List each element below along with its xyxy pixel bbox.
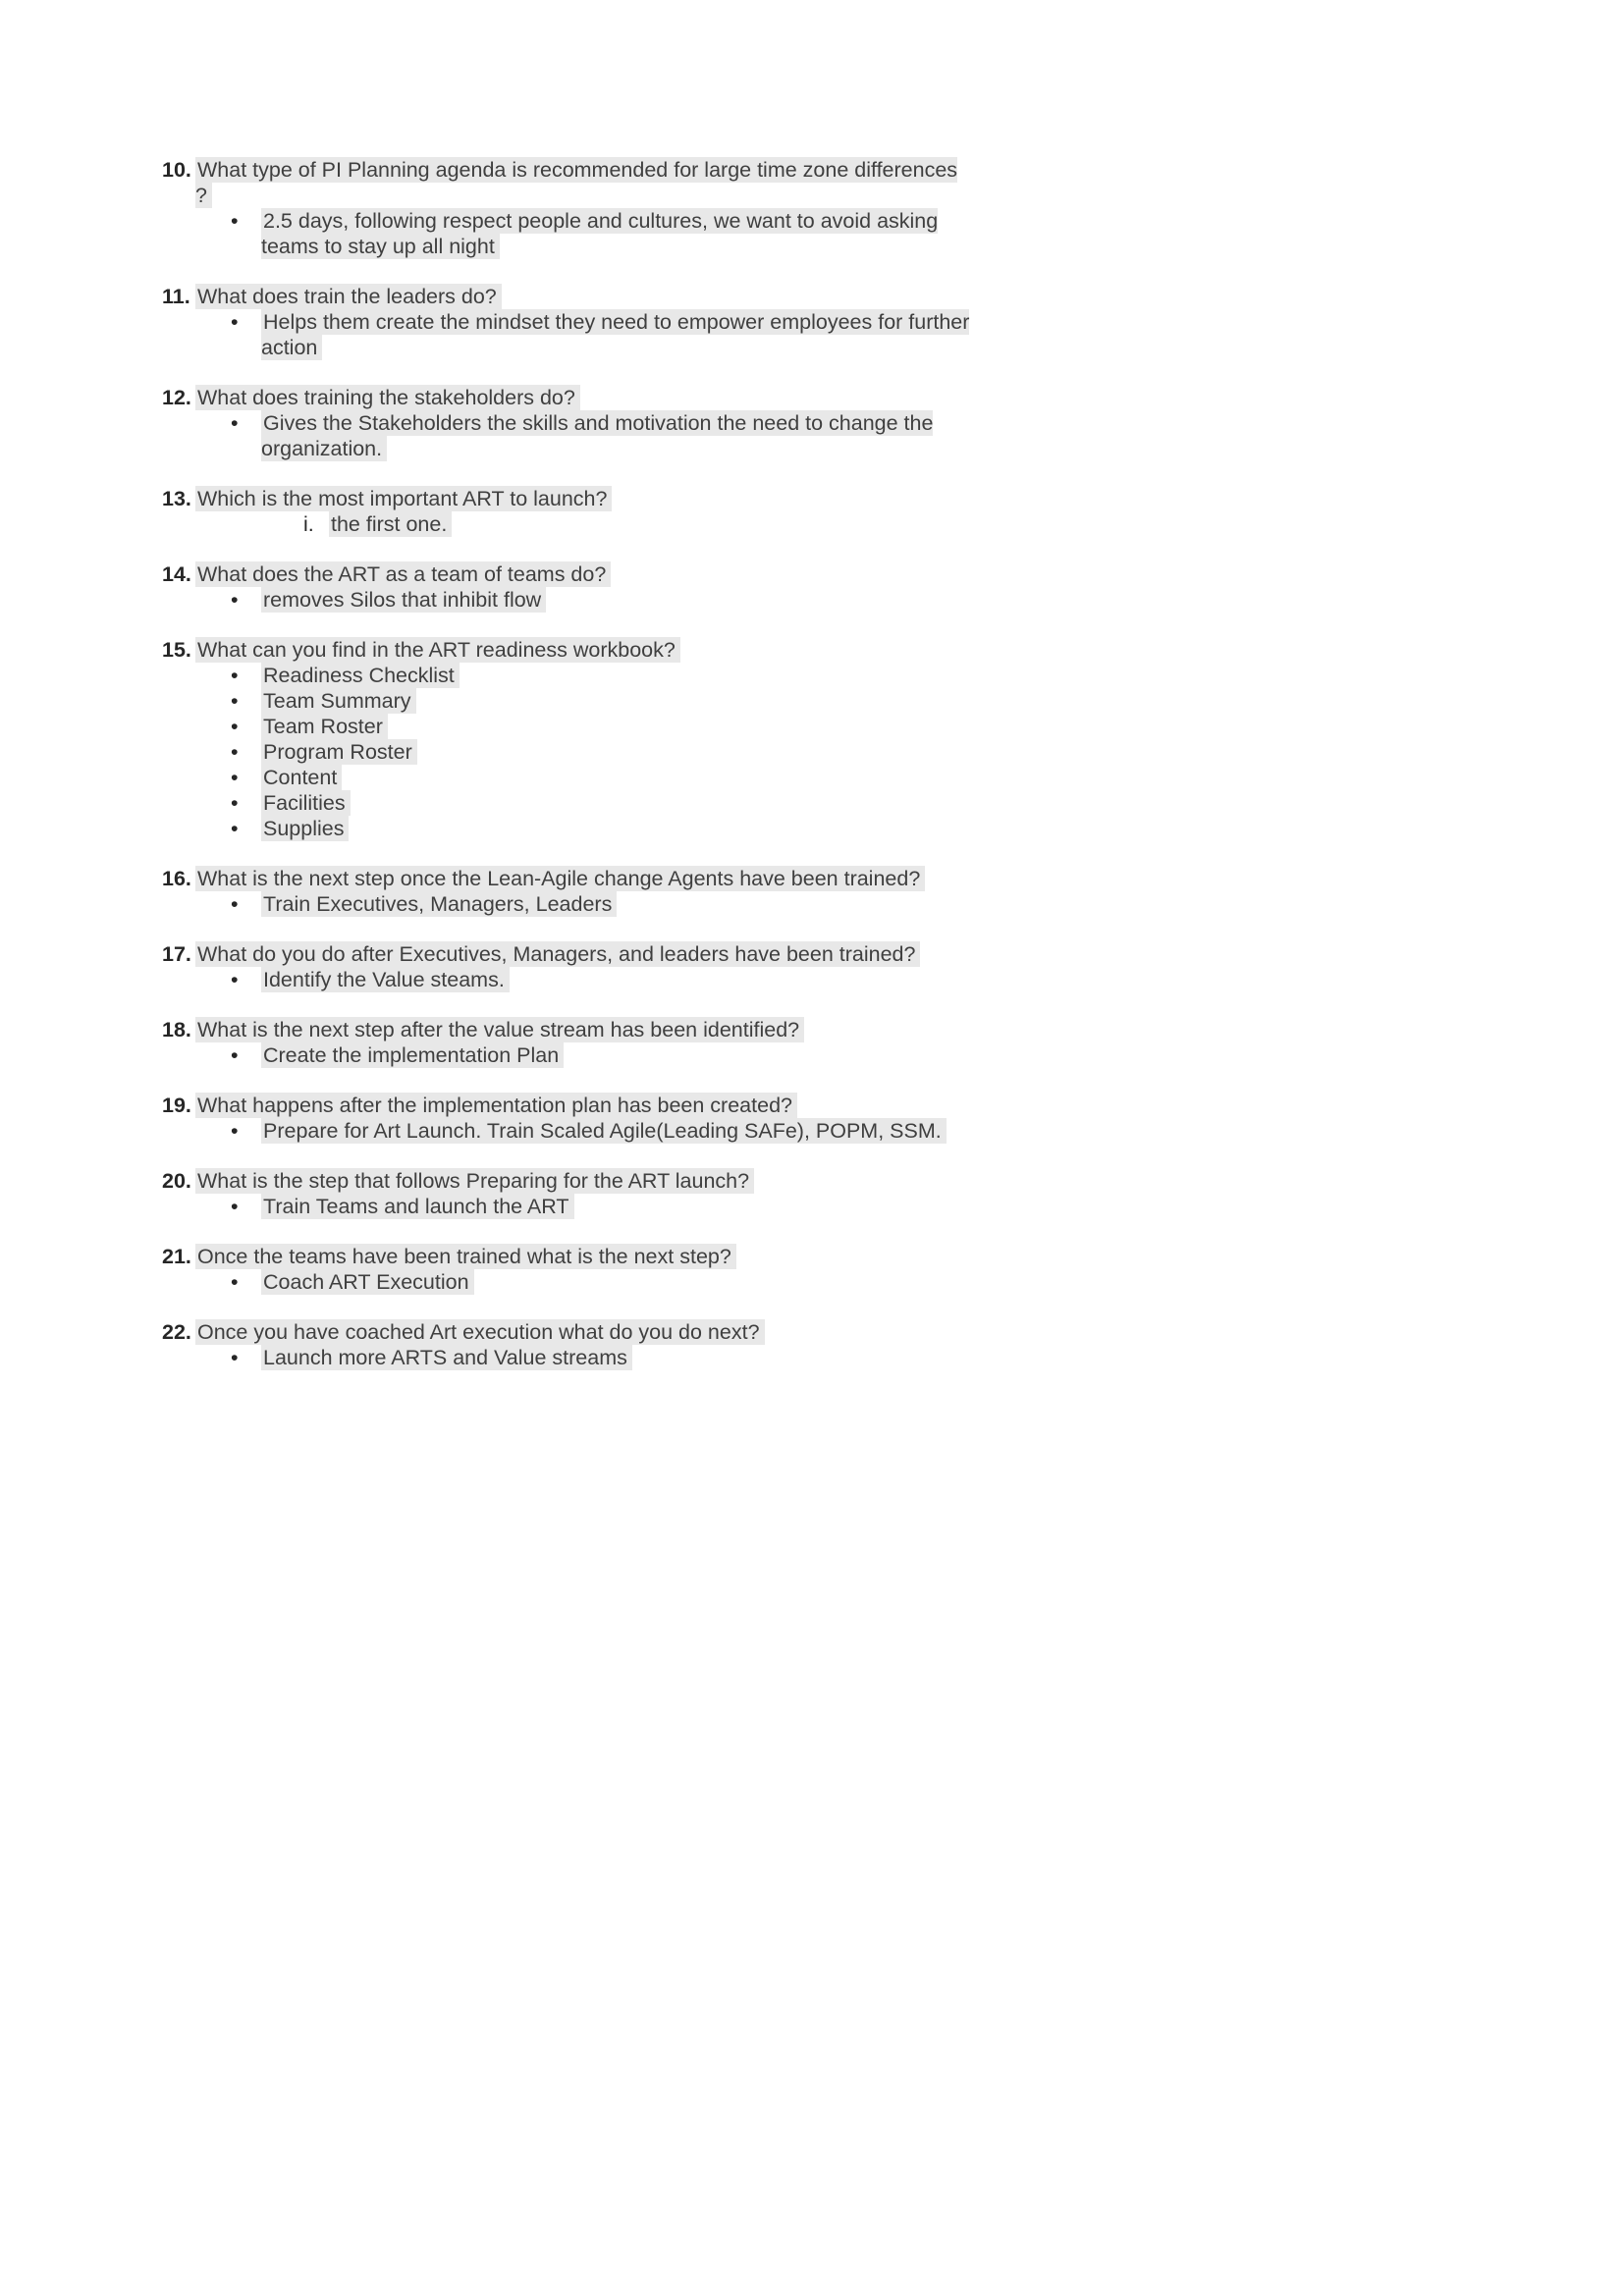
- question-number: 11.: [162, 285, 190, 308]
- bullet-marker: •: [231, 1346, 239, 1369]
- question-list: [162, 157, 977, 1370]
- answer-text: Train Executives, Managers, Leaders: [261, 891, 617, 917]
- bullet-marker: •: [231, 1043, 239, 1067]
- answer-text: Train Teams and launch the ART: [261, 1194, 574, 1219]
- question-line: [162, 486, 977, 511]
- question-item: [162, 1244, 977, 1295]
- answer-list: [162, 891, 977, 917]
- question-line: [162, 941, 977, 967]
- question-line: [162, 866, 977, 891]
- question-number: 14.: [162, 562, 191, 586]
- question-number: 19.: [162, 1094, 191, 1117]
- question-text: What is the next step once the Lean-Agile change Agents have been trained?: [195, 866, 925, 891]
- answer-list: [162, 208, 977, 259]
- bullet-marker: •: [231, 588, 239, 612]
- answer-list: [162, 1118, 977, 1144]
- question-item: [162, 284, 977, 360]
- question-line: [162, 1093, 977, 1118]
- question-line: [162, 561, 977, 587]
- question-number: 21.: [162, 1245, 191, 1268]
- question-text: What is the next step after the value stream has been identified?: [195, 1017, 804, 1042]
- bullet-marker: •: [231, 715, 239, 738]
- bullet-marker: •: [231, 968, 239, 991]
- answer-item: [162, 1194, 977, 1219]
- bullet-marker: •: [231, 1119, 239, 1143]
- question-number: 13.: [162, 487, 191, 510]
- question-number: 20.: [162, 1169, 191, 1193]
- answer-list: [162, 410, 977, 461]
- answer-text: Prepare for Art Launch. Train Scaled Agile(Leading SAFe), POPM, SSM.: [261, 1118, 947, 1144]
- answer-item: [162, 688, 977, 714]
- question-line: [162, 1168, 977, 1194]
- bullet-marker: •: [231, 817, 239, 840]
- question-text: What do you do after Executives, Managers, and leaders have been trained?: [195, 941, 920, 967]
- answer-text: removes Silos that inhibit flow: [261, 587, 546, 613]
- question-number: 12.: [162, 386, 191, 409]
- question-number: 15.: [162, 638, 191, 662]
- question-item: [162, 1017, 977, 1068]
- bullet-marker: •: [231, 791, 239, 815]
- bullet-marker: •: [231, 209, 239, 233]
- bullet-marker: •: [231, 766, 239, 789]
- answer-text: Helps them create the mindset they need to empower employees for further action: [261, 310, 970, 359]
- question-text: What can you find in the ART readiness workbook?: [195, 637, 680, 663]
- answer-list: [162, 663, 977, 841]
- answer-text: Content: [261, 765, 342, 790]
- question-item: [162, 561, 977, 613]
- answer-item: [162, 816, 977, 841]
- document-content: [162, 157, 977, 1395]
- question-text: What type of PI Planning agenda is recommended for large time zone differences ?: [195, 158, 958, 207]
- answer-text: Gives the Stakeholders the skills and motivation the need to change the organization.: [261, 411, 934, 460]
- bullet-marker: •: [231, 1195, 239, 1218]
- question-text: What does training the stakeholders do?: [195, 385, 580, 410]
- question-number: 17.: [162, 942, 191, 966]
- answer-text: 2.5 days, following respect people and cultures, we want to avoid asking teams to stay up all night: [261, 209, 939, 258]
- bullet-marker: •: [231, 892, 239, 916]
- question-line: [162, 1319, 977, 1345]
- answer-item: [162, 1042, 977, 1068]
- answer-item: [162, 309, 977, 360]
- answer-text: Identify the Value steams.: [261, 967, 510, 992]
- bullet-marker: •: [231, 664, 239, 687]
- question-item: [162, 637, 977, 841]
- bullet-marker: •: [231, 689, 239, 713]
- answer-text: Facilities: [261, 790, 351, 816]
- question-line: [162, 385, 977, 410]
- question-line: [162, 637, 977, 663]
- answer-text: Team Summary: [261, 688, 416, 714]
- answer-item: [162, 587, 977, 613]
- question-text: What is the step that follows Preparing for the ART launch?: [195, 1168, 754, 1194]
- question-text: Once you have coached Art execution what do you do next?: [195, 1319, 765, 1345]
- question-line: [162, 1244, 977, 1269]
- question-number: 22.: [162, 1320, 191, 1344]
- question-line: [162, 157, 977, 208]
- bullet-marker: •: [231, 1270, 239, 1294]
- question-item: [162, 385, 977, 461]
- answer-item: [162, 410, 977, 461]
- answer-item: [162, 790, 977, 816]
- question-item: [162, 866, 977, 917]
- question-number: 16.: [162, 867, 191, 890]
- answer-text: Team Roster: [261, 714, 388, 739]
- bullet-marker: i.: [303, 512, 314, 536]
- answer-item: [162, 714, 977, 739]
- question-text: Which is the most important ART to launch?: [195, 486, 612, 511]
- answer-list: [162, 511, 977, 537]
- bullet-marker: •: [231, 310, 239, 334]
- answer-text: Program Roster: [261, 739, 417, 765]
- answer-item: [162, 891, 977, 917]
- answer-item: [162, 765, 977, 790]
- answer-text: Readiness Checklist: [261, 663, 460, 688]
- question-line: [162, 1017, 977, 1042]
- answer-item: [162, 1118, 977, 1144]
- answer-list: [162, 587, 977, 613]
- question-number: 10.: [162, 158, 191, 182]
- answer-list: [162, 1269, 977, 1295]
- answer-text: the first one.: [329, 511, 452, 537]
- question-text: What does train the leaders do?: [195, 284, 502, 309]
- answer-item: [162, 967, 977, 992]
- question-item: [162, 1319, 977, 1370]
- bullet-marker: •: [231, 411, 239, 435]
- question-item: [162, 1093, 977, 1144]
- answer-item: [162, 511, 977, 537]
- answer-list: [162, 1042, 977, 1068]
- answer-text: Supplies: [261, 816, 349, 841]
- bullet-marker: •: [231, 740, 239, 764]
- answer-text: Launch more ARTS and Value streams: [261, 1345, 632, 1370]
- question-number: 18.: [162, 1018, 191, 1041]
- answer-text: Create the implementation Plan: [261, 1042, 564, 1068]
- question-text: What happens after the implementation plan has been created?: [195, 1093, 797, 1118]
- question-item: [162, 486, 977, 537]
- answer-list: [162, 967, 977, 992]
- answer-item: [162, 1269, 977, 1295]
- answer-item: [162, 739, 977, 765]
- answer-item: [162, 1345, 977, 1370]
- answer-item: [162, 208, 977, 259]
- question-text: Once the teams have been trained what is the next step?: [195, 1244, 736, 1269]
- answer-item: [162, 663, 977, 688]
- answer-list: [162, 1194, 977, 1219]
- question-line: [162, 284, 977, 309]
- question-text: What does the ART as a team of teams do?: [195, 561, 611, 587]
- answer-list: [162, 309, 977, 360]
- answer-text: Coach ART Execution: [261, 1269, 474, 1295]
- question-item: [162, 941, 977, 992]
- answer-list: [162, 1345, 977, 1370]
- question-item: [162, 157, 977, 259]
- question-item: [162, 1168, 977, 1219]
